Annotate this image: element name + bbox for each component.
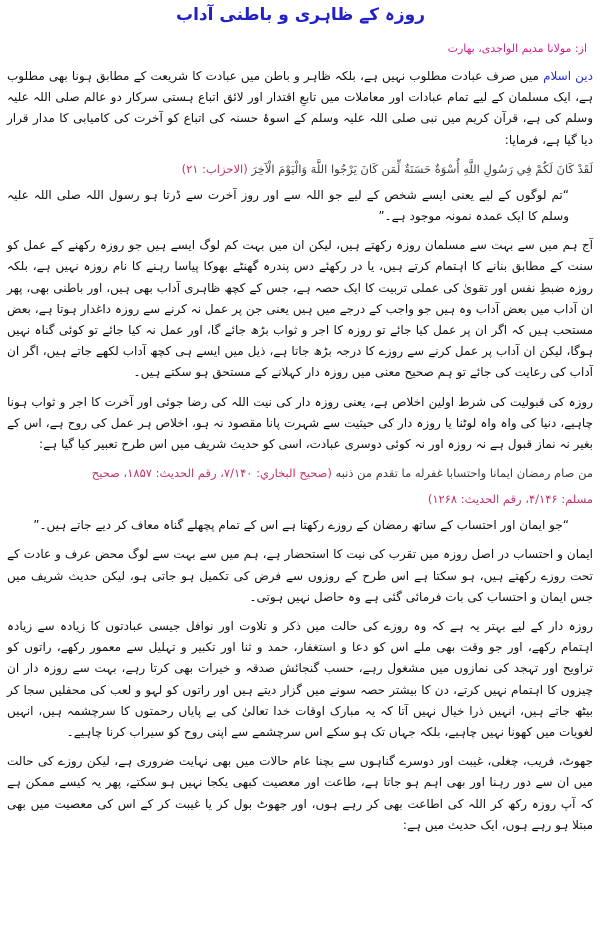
intro-paragraph [7, 66, 593, 151]
hadith-arabic [7, 463, 593, 483]
article-body [7, 66, 593, 844]
ayah-translation: “تم لوگوں کے لیے یعنی ایسے شخص کے لیے جو اللہ سے اور روز آخرت سے ڈرتا ہو رسول اللہ صلی اللہ علیہ وسلم کا ایک عمدہ نمونہ موجود ہے۔” [7, 187, 569, 224]
quran-ayah [7, 159, 593, 179]
hadith-reference-2: مسلم: ۴/۱۴۶، رقم الحديث: ۱۲۶۸) [427, 492, 593, 507]
ihtisab-paragraph: ایمان و احتساب در اصل روزہ میں تقرب کی نیت کا استحضار ہے، ہم میں سے بہت سے لوگ محض عرف و عادت کے تحت روزے رکھتے ہیں، ہو سکتا ہے اس طرح کے روزوں سے فرض کی تکمیل ہو جاتی ہو، لیکن حدیث شریف میں جس ایمان و احتساب کی بات فرمائی گئی ہے وہ حاصل نہیں ہوتی۔ [7, 547, 593, 604]
author-byline: از: مولانا مدیم الواجدی، بھارت [447, 42, 587, 55]
practice-paragraph: آج ہم میں سے بہت سے مسلمان روزہ رکھتے ہیں، لیکن ان میں بہت کم لوگ ایسے ہیں جو روزہ رکھنے کے عمل کو سنت کے مطابق بنانے کا اہتمام کرتے ہیں، یا در رکھئے دس پندرہ گھنٹے بھوکا پیاسا رہنے کا نام روزہ نہیں ہے، بلکہ روزہ ضبطِ نفس اور تقویٰ کی عملی تربیت کا ایک حصہ ہے، جس کے کچھ ظاہری آداب بھی ہیں، اور باطنی بھی، پھر ان آداب میں بعض آداب وہ ہیں جو واجب کے درجے میں ہیں یعنی جن پر عمل نہ کرنے سے روزہ داغدار ہوتا ہے، بعض مستحب ہیں کہ اگر ان پر عمل کیا جائے تو روزہ کا اجر و ثواب بڑھ جائے گا، اور عمل نہ کیا جائے تو کوئی گناہ نہیں ہوگا، لیکن ان آداب پر عمل کرنے سے روزے کا درجہ بڑھ جاتا ہے، ذیل میں ایسے ہی کچھ آداب لکھے جاتے ہیں، اگر ان آداب کی رعایت کی جائے تو ہم صحیح معنی میں روزہ دار کہلانے کے مستحق ہو سکتے ہیں۔ [7, 238, 593, 380]
article-title: روزہ کے ظاہری و باطنی آداب [176, 5, 425, 25]
gunah-paragraph: جھوٹ، فریب، چغلی، غیبت اور دوسرے گناہوں سے بچنا عام حالات میں بھی نہایت ضروری ہے، لیکن روزے کی حالت میں ان سے دور رہنا اور بھی اہم ہو جاتا ہے، طاعت اور معصیت کبھی یکجا نہیں ہو سکتے، پھر یہ کیسے ممکن ہے کہ آپ روزہ رکھ کر اللہ کی اطاعت بھی کر رہے ہوں، اور جھوٹ بول کر یا غیبت کر کے اس کی معصیت میں بھی مبتلا ہو رہے ہوں، ایک حدیث میں ہے: [7, 754, 593, 832]
intro-text: میں صرف عبادت مطلوب نہیں ہے، بلکہ ظاہر و باطن میں عبادت کا شریعت کے مطابق ہونا بھی مطلوب ہے، ایک مسلمان کے لیے تمام عبادات اور معاملات میں تابعِ اقتدار اور لائق اتباع ہستی سرکار دو عالم صلی اللہ علیہ وسلم کی ہے، قرآن کریم میں نبی صلی اللہ علیہ وسلم کے اسوۂ حسنہ کی اتباع کو آخرت کی کامیابی کا مدار قرار دیا گیا ہے، فرمایا: [7, 69, 593, 147]
hadith-translation: “جو ایمان اور احتساب کے ساتھ رمضان کے روزے رکھتا ہے اس کے تمام پچھلے گناہ معاف کر دیے جاتے ہیں۔” [33, 518, 569, 533]
hadith-reference-1: (صحيح البخاري: ۷/۱۴۰، رقم الحديث: ۱۸۵۷، صحيح [91, 466, 336, 481]
intro-lead: دین اسلام [543, 69, 593, 83]
ibadat-paragraph: روزہ دار کے لیے بہتر یہ ہے کہ وہ روزے کی حالت میں ذکر و تلاوت اور نوافل جیسی عبادتوں کا زیادہ سے زیادہ اہتمام رکھے، اور جو وقت بھی ملے اس کو دعا و استغفار، حمد و ثنا اور تکبیر و تہلیل سے معمور رکھے، راتوں کو تراویح اور تہجد کی نمازوں میں مشغول رہے، حسب گنجائش صدقہ و خیرات بھی کرتا رہے، بہت سے روزہ دار ان چیزوں کا اہتمام نہیں کرتے، دن کا بیشتر حصہ سونے میں گزار دیتے ہیں اور راتوں کو لہو و لعب کی محفلیں سجا کر بیٹھ جاتے ہیں، انہیں ذرا خیال نہیں آتا کہ یہ مبارک اوقات خدا تعالیٰ کی بے پایاں رحمتوں کا سرچشمہ ہیں، انہیں لغویات میں کھونا نہیں چاہیے، بلکہ جہاں تک ہو سکے اس سرچشمے سے اپنی روح کو سیراب کرنا چاہیے۔ [7, 619, 593, 740]
ayah-text: لَقَدْ كَانَ لَكُمْ فِي رَسُولِ اللَّهِ أُسْوَةٌ حَسَنَةٌ لِّمَن كَانَ يَرْجُوا اللَّهَ وَالْيَوْمَ الْآخِرَ [251, 161, 593, 176]
ikhlas-paragraph: روزہ کی قبولیت کی شرط اولین اخلاص ہے، یعنی روزہ دار کی نیت اللہ کی رضا جوئی اور آخرت کا اجر و ثواب ہونا چاہیے، دنیا کی واہ واہ لوٹنا یا روزہ دار کی حیثیت سے شہرت پانا مقصود نہ ہو، اخلاص ہر عمل کی روح ہے، اس کے بغیر نہ نماز قبول ہے نہ روزہ اور نہ کوئی دوسری عبادت، اسی کو حدیث شریف میں اس طرح تعبیر کیا گیا ہے: [7, 394, 593, 452]
ayah-reference: (الاحزاب: ۲۱) [181, 161, 252, 176]
hadith-text: من صام رمضان ایمانا واحتسابا غفرله ما تقدم من ذنبه [335, 466, 593, 481]
